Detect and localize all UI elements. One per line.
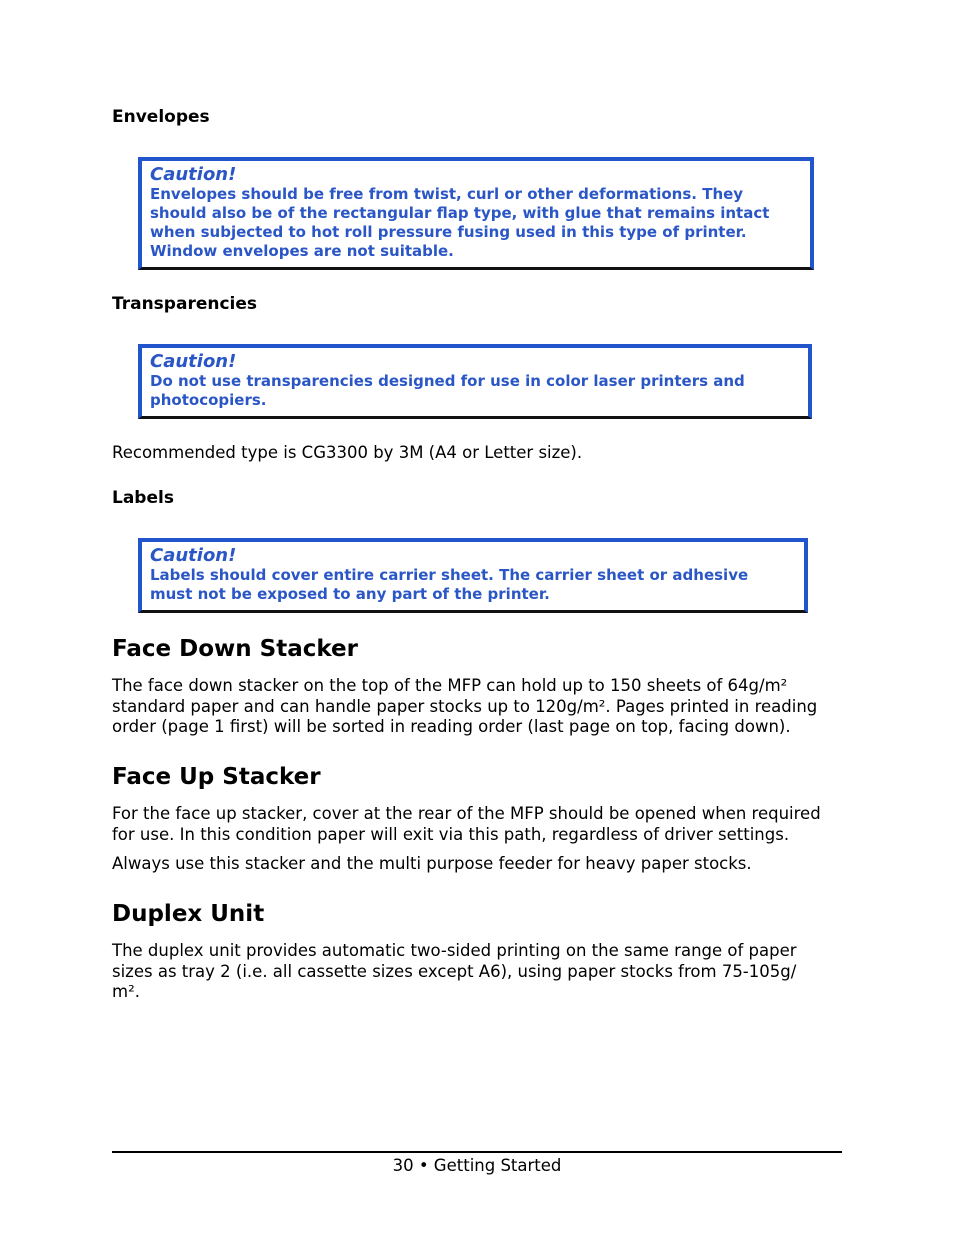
text-line: The duplex unit provides automatic two-sided printing on the same range of paper (112, 941, 797, 960)
transparencies-note: Recommended type is CG3300 by 3M (A4 or Letter size). (112, 443, 583, 462)
page-footer: 30 • Getting Started (392, 1156, 562, 1175)
caution-title: Caution! (150, 164, 237, 185)
caution-box-labels (138, 538, 808, 613)
text-line: The face down stacker on the top of the MFP can hold up to 150 sheets of 64g/m² (112, 676, 788, 695)
caution-line: when subjected to hot roll pressure fusing used in this type of printer. (150, 223, 747, 241)
caution-line: must not be exposed to any part of the printer. (150, 585, 550, 603)
caution-line: should also be of the rectangular flap type, with glue that remains intact (150, 204, 770, 222)
caution-line: Window envelopes are not suitable. (150, 242, 454, 260)
text-line: standard paper and can handle paper stocks up to 120g/m². Pages printed in reading (112, 696, 818, 716)
caution-box-envelopes (138, 157, 814, 270)
paragraph-face-up-2: Always use this stacker and the multi purpose feeder for heavy paper stocks. (112, 854, 752, 873)
section-title-duplex-unit: Duplex Unit (112, 901, 265, 927)
section-title-face-up-stacker: Face Up Stacker (112, 764, 321, 790)
heading-envelopes: Envelopes (112, 107, 210, 127)
caution-line: Labels should cover entire carrier sheet. The carrier sheet or adhesive (150, 566, 749, 584)
caution-line: Do not use transparencies designed for use in color laser printers and (150, 372, 745, 390)
section-title-face-down-stacker: Face Down Stacker (112, 636, 358, 662)
paragraph-face-up-1 (112, 804, 842, 845)
heading-transparencies: Transparencies (112, 294, 258, 314)
footer-divider (112, 1151, 842, 1153)
caution-box-transparencies (138, 344, 812, 419)
caution-title: Caution! (150, 351, 237, 372)
text-line: order (page 1 first) will be sorted in reading order (last page on top, facing down). (112, 717, 791, 736)
caution-title: Caution! (150, 545, 237, 566)
caution-line: photocopiers. (150, 391, 267, 409)
heading-labels: Labels (112, 488, 174, 508)
text-line: For the face up stacker, cover at the rear of the MFP should be opened when required (112, 804, 821, 823)
paragraph-face-down (112, 676, 842, 738)
text-line: m². (112, 982, 140, 1001)
caution-line: Envelopes should be free from twist, curl or other deformations. They (150, 185, 744, 203)
text-line: for use. In this condition paper will exit via this path, regardless of driver settings. (112, 824, 790, 844)
text-line: sizes as tray 2 (i.e. all cassette sizes except A6), using paper stocks from 75-105g/ (112, 961, 797, 981)
paragraph-duplex (112, 941, 842, 1003)
